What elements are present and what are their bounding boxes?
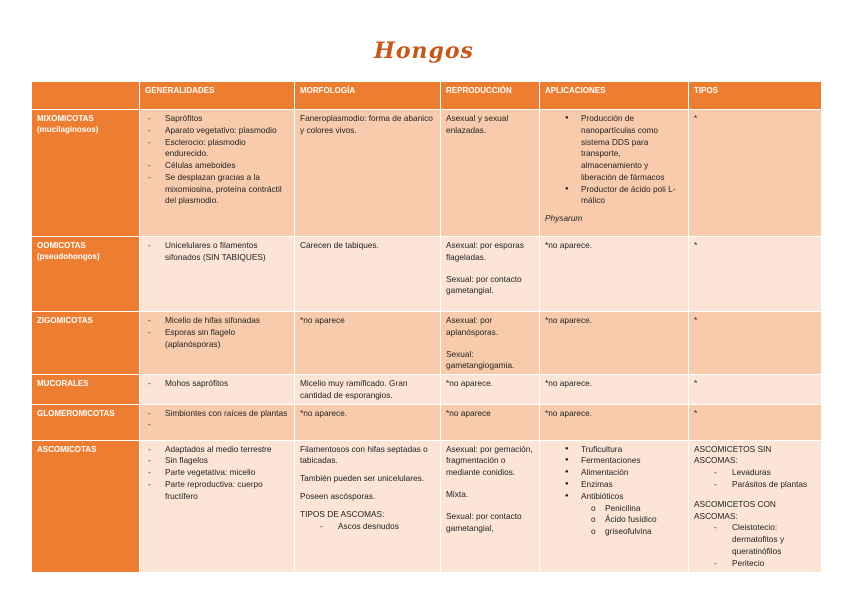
list-item: o Penicilina	[545, 503, 683, 515]
tipos-cell: *	[689, 312, 822, 375]
aplicaciones-cell	[540, 110, 689, 237]
paragraph: También pueden ser unicelulares.	[300, 473, 425, 484]
list-item: - Peritecio	[694, 558, 816, 570]
table-row	[32, 404, 822, 440]
row-name: GLOMEROMICOTAS	[32, 404, 140, 440]
header-generalidades: GENERALIDADES	[140, 82, 295, 110]
list-item: ● Productor de ácido poli L-málico	[545, 184, 683, 208]
list-item	[145, 419, 289, 431]
reproduccion-cell	[441, 237, 540, 312]
table-row	[32, 237, 822, 312]
list-item: - Adaptados al medio terrestre	[145, 444, 289, 456]
morfologia-cell	[295, 440, 441, 572]
page-title: Hongos	[374, 38, 474, 64]
list-item: ● Enzimas	[545, 479, 683, 491]
list-item: - Parte vegetativa: micelio	[145, 467, 289, 479]
list-item: ● Fermentaciones	[545, 455, 683, 467]
list-item: - Esclerocio: plasmodio endurecido.	[145, 137, 289, 161]
paragraph: TIPOS DE ASCOMAS:	[300, 508, 385, 519]
generalidades-cell	[140, 375, 295, 405]
paragraph: ASCOMICETOS CON ASCOMAS:	[694, 498, 776, 521]
list-item: ● Antibióticos	[545, 491, 683, 503]
morfologia-cell: *no aparece	[295, 312, 441, 375]
list-item: - Ascos desnudos	[300, 521, 435, 533]
paragraph: Sexual: gametangiogamia.	[446, 348, 515, 371]
list-item: - Parásitos de plantas	[694, 479, 816, 491]
fungi-table	[31, 81, 822, 573]
list-item: - Se desplazan gracias a la mixomiosina, proteína contráctil del plasmodio.	[145, 172, 289, 207]
row-name: OOMICOTAS (pseudohongos)	[32, 237, 140, 312]
row-name: MIXOMICOTAS (mucilaginosos)	[32, 110, 140, 237]
paragraph: Filamentosos con hifas septadas o tabicadas.	[300, 443, 428, 466]
table-row	[32, 375, 822, 405]
reproduccion-cell	[441, 440, 540, 572]
generalidades-cell	[140, 237, 295, 312]
morfologia-cell: Faneroplasmodio: forma de abanico y colores vivos.	[295, 110, 441, 237]
aplicaciones-cell: *no aparece.	[540, 237, 689, 312]
paragraph: Sexual: por contacto gametangial,	[446, 510, 522, 533]
list-item: - Levaduras	[694, 467, 816, 479]
generalidades-cell	[140, 404, 295, 440]
paragraph: Asexual: por aplanósporas.	[446, 315, 499, 337]
row-name: MUCORALES	[32, 375, 140, 405]
list-item: - Mohos saprófitos	[145, 378, 289, 390]
reproduccion-cell: Asexual y sexual enlazadas.	[441, 110, 540, 237]
list-item: o Ácido fusídico	[545, 514, 683, 526]
tipos-cell: *	[689, 237, 822, 312]
list-item: - Cleistotecio: dermatofitos y queratinófilos	[694, 522, 816, 557]
list-item: - Parte reproductiva: cuerpo fructífero	[145, 479, 289, 503]
header-cell-empty	[32, 82, 140, 110]
paragraph: Poseen ascósporas.	[300, 491, 376, 502]
generalidades-cell	[140, 110, 295, 237]
table-row	[32, 110, 822, 237]
paragraph: ASCOMICETOS SIN ASCOMAS:	[694, 443, 772, 466]
morfologia-cell: *no aparece.	[295, 404, 441, 440]
paragraph: Asexual: por gemación, fragmentación o mediante conidios.	[446, 443, 533, 478]
generalidades-cell	[140, 312, 295, 375]
row-name: ASCOMICOTAS	[32, 440, 140, 572]
note-text: Physarum	[545, 213, 583, 224]
aplicaciones-cell: *no aparece.	[540, 375, 689, 405]
tipos-cell: *	[689, 404, 822, 440]
table-row	[32, 312, 822, 375]
list-item: ● Truficultura	[545, 444, 683, 456]
morfologia-cell: Micelio muy ramificado. Gran cantidad de esporangios.	[295, 375, 441, 405]
tipos-cell: *	[689, 110, 822, 237]
header-morfologia: MORFOLOGÍA	[295, 82, 441, 110]
paragraph: Sexual: por contacto gametangial.	[446, 273, 522, 296]
reproduccion-cell	[441, 312, 540, 375]
header-tipos: TIPOS	[689, 82, 822, 110]
header-row	[32, 82, 822, 110]
list-item: - Micelio de hifas sifonadas	[145, 315, 289, 327]
list-item: - Esporas sin flagelo (aplanósporas)	[145, 327, 289, 351]
aplicaciones-cell	[540, 440, 689, 572]
tipos-cell	[689, 440, 822, 572]
list-item: - Saprófitos	[145, 113, 289, 125]
header-aplicaciones: APLICACIONES	[540, 82, 689, 110]
generalidades-cell	[140, 440, 295, 572]
header-reproduccion: REPRODUCCIÓN	[441, 82, 540, 110]
list-item: ● Alimentación	[545, 467, 683, 479]
row-name: ZIGOMICOTAS	[32, 312, 140, 375]
list-item: - Sin flagelos	[145, 455, 289, 467]
reproduccion-cell: *no aparece	[441, 404, 540, 440]
list-item: o griseofulvina	[545, 526, 683, 538]
table-row	[32, 440, 822, 572]
list-item: ● Producción de nanopartículas como sistema DDS para transporte, almacenamiento y liberación de fármacos	[545, 113, 683, 184]
paragraph: Asexual: por esporas flageladas.	[446, 240, 524, 262]
aplicaciones-cell: *no aparece.	[540, 404, 689, 440]
paragraph: Mixta.	[446, 489, 469, 500]
tipos-cell: *	[689, 375, 822, 405]
reproduccion-cell: *no aparece.	[441, 375, 540, 405]
morfologia-cell: Carecen de tabiques.	[295, 237, 441, 312]
list-item: - Unicelulares o filamentos sifonados (SIN TABIQUES)	[145, 240, 289, 264]
aplicaciones-cell: *no aparece.	[540, 312, 689, 375]
list-item: - Aparato vegetativo: plasmodio	[145, 125, 289, 137]
list-item: - Simbiontes con raíces de plantas	[145, 408, 289, 420]
list-item: - Células ameboides	[145, 160, 289, 172]
